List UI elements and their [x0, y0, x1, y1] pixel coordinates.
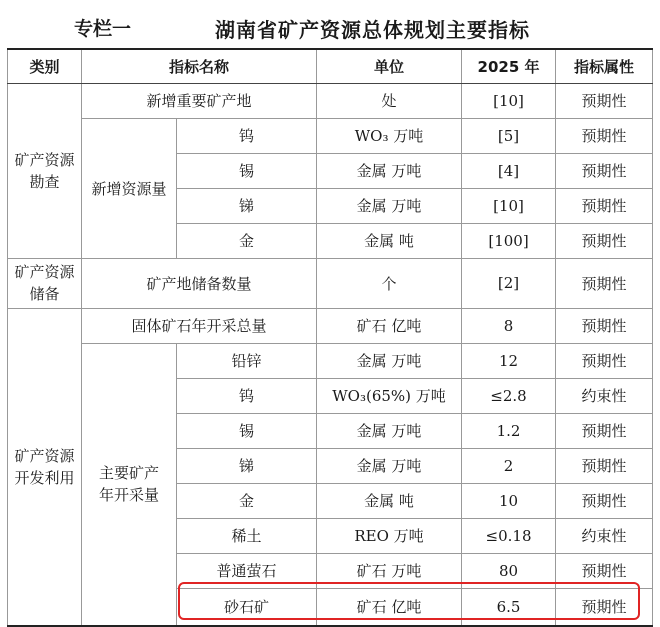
value-cell: [2]	[462, 258, 556, 308]
value-cell: 6.5	[462, 588, 556, 626]
unit-cell: 金属 万吨	[317, 153, 462, 188]
unit-cell: WO₃(65%) 万吨	[317, 378, 462, 413]
attribute-cell: 预期性	[556, 118, 653, 153]
indicator-name: 稀土	[177, 518, 317, 553]
value-cell: 80	[462, 553, 556, 588]
attribute-cell: 预期性	[556, 223, 653, 258]
indicator-name: 锑	[177, 448, 317, 483]
table-row	[8, 83, 653, 118]
indicator-name: 矿产地储备数量	[82, 258, 317, 308]
unit-cell: 矿石 万吨	[317, 553, 462, 588]
value-cell: [10]	[462, 188, 556, 223]
value-cell: ≤0.18	[462, 518, 556, 553]
value-cell: ≤2.8	[462, 378, 556, 413]
value-cell: 10	[462, 483, 556, 518]
indicator-name: 钨	[177, 378, 317, 413]
value-cell: 12	[462, 343, 556, 378]
table-caption	[0, 8, 660, 40]
unit-cell: 金属 万吨	[317, 413, 462, 448]
indicators-table	[7, 48, 653, 627]
table-title: 湖南省矿产资源总体规划主要指标	[215, 18, 530, 42]
header-indicator-name: 指标名称	[82, 49, 317, 83]
attribute-cell: 约束性	[556, 518, 653, 553]
indicator-name: 金	[177, 483, 317, 518]
indicator-name: 普通萤石	[177, 553, 317, 588]
category-reserve: 矿产资源 储备	[8, 258, 82, 308]
unit-cell: 金属 吨	[317, 223, 462, 258]
attribute-cell: 预期性	[556, 588, 653, 626]
attribute-cell: 预期性	[556, 343, 653, 378]
attribute-cell: 预期性	[556, 153, 653, 188]
attribute-cell: 预期性	[556, 413, 653, 448]
unit-cell: REO 万吨	[317, 518, 462, 553]
indicator-name: 钨	[177, 118, 317, 153]
attribute-cell: 预期性	[556, 308, 653, 343]
indicator-name: 新增重要矿产地	[82, 83, 317, 118]
unit-cell: 矿石 亿吨	[317, 308, 462, 343]
indicator-name: 砂石矿	[177, 588, 317, 626]
category-exploration: 矿产资源 勘查	[8, 83, 82, 258]
value-cell: 1.2	[462, 413, 556, 448]
table-row	[8, 258, 653, 308]
subgroup-main-output: 主要矿产 年开采量	[82, 343, 177, 626]
indicator-name: 固体矿石年开采总量	[82, 308, 317, 343]
unit-cell: 金属 万吨	[317, 188, 462, 223]
value-cell: [4]	[462, 153, 556, 188]
header-attribute: 指标属性	[556, 49, 653, 83]
unit-cell: 处	[317, 83, 462, 118]
unit-cell: 个	[317, 258, 462, 308]
header-unit: 单位	[317, 49, 462, 83]
value-cell: [5]	[462, 118, 556, 153]
attribute-cell: 预期性	[556, 188, 653, 223]
unit-cell: 金属 万吨	[317, 343, 462, 378]
attribute-cell: 预期性	[556, 258, 653, 308]
value-cell: [10]	[462, 83, 556, 118]
table-row	[8, 308, 653, 343]
attribute-cell: 预期性	[556, 83, 653, 118]
header-category: 类别	[8, 49, 82, 83]
subgroup-new-resources: 新增资源量	[82, 118, 177, 258]
unit-cell: 金属 吨	[317, 483, 462, 518]
unit-cell: 金属 万吨	[317, 448, 462, 483]
unit-cell: WO₃ 万吨	[317, 118, 462, 153]
indicator-name: 锡	[177, 413, 317, 448]
indicator-name: 锡	[177, 153, 317, 188]
table-row	[8, 118, 653, 153]
indicator-name: 铅锌	[177, 343, 317, 378]
value-cell: 8	[462, 308, 556, 343]
unit-cell: 矿石 亿吨	[317, 588, 462, 626]
indicator-name: 金	[177, 223, 317, 258]
column-label: 专栏一	[74, 18, 132, 40]
category-development: 矿产资源 开发利用	[8, 308, 82, 626]
header-row	[8, 49, 653, 83]
attribute-cell: 预期性	[556, 483, 653, 518]
attribute-cell: 预期性	[556, 553, 653, 588]
table-row	[8, 343, 653, 378]
attribute-cell: 预期性	[556, 448, 653, 483]
header-year: 2025 年	[462, 49, 556, 83]
value-cell: [100]	[462, 223, 556, 258]
value-cell: 2	[462, 448, 556, 483]
attribute-cell: 约束性	[556, 378, 653, 413]
indicator-name: 锑	[177, 188, 317, 223]
